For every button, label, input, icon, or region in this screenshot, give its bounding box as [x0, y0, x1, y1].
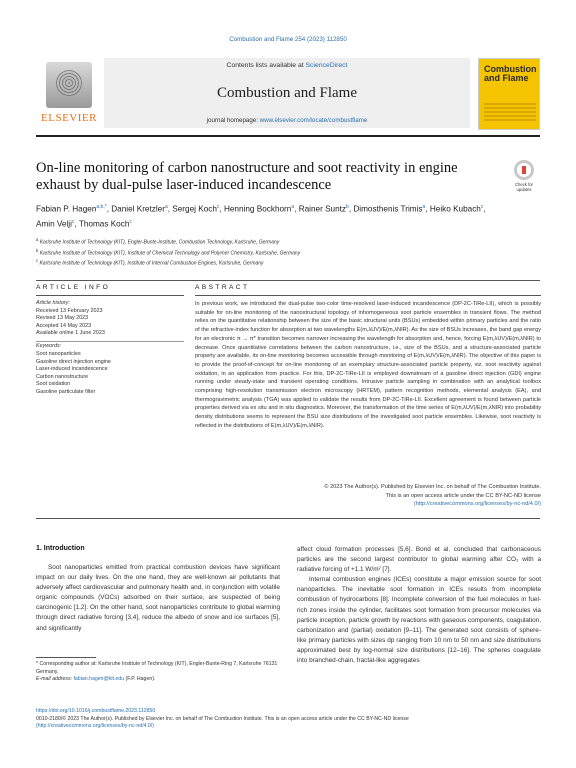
history-label: Article history:: [36, 300, 70, 306]
info-rule: [36, 295, 184, 296]
email-label: E-mail address:: [36, 676, 74, 683]
affiliation-text: Karlsruhe Institute of Technology (KIT), Institute of Chemical Technology and Polymer Chemistry, Karlsruhe, Germany: [39, 250, 301, 257]
author-affiliation-mark[interactable]: a: [422, 204, 426, 210]
elsevier-tree-icon: [46, 62, 92, 108]
section-divider: [36, 280, 540, 281]
history-item: Accepted 14 May 2023: [36, 322, 92, 329]
keyword-item: Gasoline direct injection engine: [36, 358, 111, 365]
history-item: Revised 13 May 2023: [36, 315, 89, 322]
header-divider: [36, 135, 540, 137]
abstract-heading: ABSTRACT: [195, 284, 250, 291]
journal-reference[interactable]: Combustion and Flame 254 (2023) 112850: [229, 36, 347, 43]
email-line: [36, 676, 280, 684]
keyword-item: Carbon nanostructure: [36, 373, 89, 380]
contents-prefix: Contents lists available at: [226, 62, 306, 69]
affiliation-item: [36, 257, 516, 268]
author-name[interactable]: Daniel Kretzler: [111, 204, 165, 214]
affiliation-text: Karlsruhe Institute of Technology (KIT), Institute of Internal Combustion Engines, Karlsruhe, Germany: [39, 260, 264, 267]
keyword-item: Laser-induced incandescence: [36, 366, 108, 373]
footnote: [36, 661, 280, 684]
corresponding-author-note: * Corresponding author at: Karlsruhe Institute of Technology (KIT), Engler-Bunte-Ring 7, Karlsruhe 76131 Germany.: [36, 661, 278, 675]
article-info-heading: ARTICLE INFO: [36, 284, 111, 291]
email-suffix: (F.P. Hagen).: [124, 676, 156, 683]
intro-right-column: [297, 545, 541, 666]
crossmark-label: Check for updates: [515, 182, 533, 192]
info-divider: [36, 341, 184, 342]
intro-left-column: Soot nanoparticles emitted from practical combustion devices have significant impact on our daily lives. On the one hand, they are well-known air pollutants that adversely affect cardiovascular and pulmonary health and, in conjunction with volatile organic compounds (VOCs) adsorbed on their surface, are suspected of being carcinogenic [1,2]. On the other hand, soot nanoparticles contribute to global warming through direct radiative forcing [3,4], reduce the albedo of snow and ice surfaces [5], and significantly: [36, 564, 280, 632]
affiliation-text: Karlsruhe Institute of Technology (KIT), Engler-Bunte-Institute, Combustion Technology, Karlsruhe, Germany: [39, 239, 280, 246]
author-name[interactable]: Rainer Suntz: [298, 204, 347, 214]
author-affiliation-mark[interactable]: b: [346, 204, 349, 210]
author-name[interactable]: Heiko Kubach: [429, 204, 481, 214]
keyword-item: Soot nanoparticles: [36, 351, 81, 358]
crossmark-badge[interactable]: [510, 160, 538, 196]
elsevier-logo: [38, 62, 100, 128]
keywords-label: Keywords:: [36, 343, 62, 350]
article-title: On-line monitoring of carbon nanostructure and soot reactivity in engine exhaust by dual-pulse laser-induced incandescence: [36, 160, 458, 193]
journal-cover-thumbnail[interactable]: [478, 58, 540, 130]
affiliation-mark: c: [36, 258, 39, 264]
author-affiliation-mark[interactable]: a: [164, 204, 168, 210]
abstract-rule: [195, 295, 541, 296]
sciencedirect-link[interactable]: ScienceDirect: [305, 62, 348, 69]
abstract-text: In previous work, we introduced the dual-pulse two-color time-resolved laser-induced incandescence (DP-2C-TiRe-LII), which is possibly suitable for on-line monitoring of the nanostructural topology of inhomogeneous soot particle ensembles in transient flows. The method relies on the quantitative relationship between the size of the basic structural units (BSUs) embedded within primary particles and the ratio of the refractive-index function for absorption at two wavelengths E(m,λUV)/E(m,λNIR). As the size of BSUs increases, the band gap energy for an electronic π → π* transition becomes narrower increasing the wavelength for absorption and, hence, forcing E(m,λUV)/E(m,λNIR) to decrease. Once quantitative correlations between the carbon nanostructure, i.e., size of the BSUs, and a structure-associated particle property are available, its on-line monitoring becomes accessible through monitoring of E(m,λUV)/E(m,λNIR). The objective of this paper is to provide the proof-of-concept for on-line monitoring of an exemplary structure-associated particle property, viz. soot reactivity against oxidation, in an application from practice. For this, DP-2C-TiRe-LII is employed downstream of a gasoline direct injection (GDI) engine running under steady-state and transient operating conditions. Intrusive particle sampling in combination with an analytical toolbox comprising high-resolution transmission electron microscopy (HRTEM), pattern recognition methods, elemental analysis (EA), and thermogravimetric analysis (TGA) was applied to validate the results from DP-2C-TiRe-LII. Excellent agreement is found between particle properties derived via ex situ and in situ diagnostics. Moreover, the transformation of the time series of E(m,λUV)/E(m,λNIR) into probability density distributions seems to represent the BSU size distributions of the investigated soot particle ensembles. Likewise, soot reactivity is reflected in the distributions of E(m,λUV)/E(m,λNIR).: [195, 301, 541, 429]
section-divider: [36, 518, 540, 519]
affiliation-item: [36, 247, 516, 258]
author-name[interactable]: Fabian P. Hagen: [36, 204, 97, 214]
publisher-name: ELSEVIER: [41, 112, 97, 124]
author-affiliation-mark[interactable]: c: [480, 204, 484, 210]
author-affiliation-mark[interactable]: c: [71, 218, 75, 225]
author-affiliation-mark[interactable]: c: [216, 204, 220, 210]
author-name[interactable]: Amin Velji: [36, 219, 72, 229]
homepage-link[interactable]: www.elsevier.com/locate/combustflame: [259, 117, 368, 124]
introduction-heading: 1. Introduction: [36, 545, 85, 552]
cover-decoration: [484, 103, 536, 123]
crossmark-icon: [514, 160, 534, 180]
contents-line: [104, 62, 470, 69]
author-name[interactable]: Dimosthenis Trimis: [353, 204, 423, 214]
affiliation-list: [36, 236, 516, 268]
article-info: [36, 300, 184, 397]
author-affiliation-mark[interactable]: a: [291, 204, 295, 210]
keyword-item: Soot oxidation: [36, 381, 71, 388]
keyword-item: Gasoline particulate filter: [36, 389, 96, 396]
author-name[interactable]: Sergej Koch: [172, 204, 217, 214]
doi-link[interactable]: https://doi.org/10.1016/j.combustflame.2023.112850: [36, 708, 156, 714]
affiliation-mark: a: [36, 237, 39, 242]
copyright-notice: [195, 483, 541, 509]
cover-title: Combustion and Flame: [484, 64, 537, 83]
author-affiliation-mark[interactable]: c: [129, 218, 132, 225]
author-name[interactable]: Henning Bockhorn: [223, 204, 292, 214]
footnote-rule: [36, 657, 96, 658]
page-footer: [36, 708, 540, 731]
intro-paragraph: Internal combustion engines (ICEs) constitute a major emission source for soot nanoparticles. The inevitable soot formation in ICEs results from incomplete combustion of hydrocarbons [8]. Incomplete conversion of the fuel molecules in fuel-rich zones inside the cylinder, facilitates soot formation from precursor molecules via particle inception, particle growth by reactions with gaseous components, coagulation, carbonization and (partial) oxidation [9–11]. The generated soot consists of sphere-like primary particles with sizes dp ranging from 10 nm to 50 nm and size distributions approximated best by log-normal size distributions [12–16]. The spheres coagulate into branched-chain, fractal-like aggregates: [297, 576, 541, 665]
copyright-line: © 2023 The Author(s). Published by Elsevier Inc. on behalf of The Combustion Institute.: [324, 484, 541, 490]
journal-homepage: [104, 117, 470, 124]
footer-license-link[interactable]: (http://creativecommons.org/licenses/by-nc-nd/4.0/): [36, 723, 154, 730]
footer-license: 0010-2180/© 2023 The Author(s). Published by Elsevier Inc. on behalf of The Combustion Institute. This is an open access article under the CC BY-NC-ND license: [36, 715, 409, 722]
affiliation-item: [36, 236, 516, 247]
intro-paragraph: affect cloud formation processes [5,6]. Bond et al. concluded that carbonaceous particles are the second largest contributor to global warming after CO₂ with a radiative forcing of +1.1 W/m² [7].: [297, 546, 541, 574]
homepage-prefix: journal homepage:: [206, 117, 260, 124]
author-name[interactable]: Thomas Koch: [78, 219, 130, 229]
author-affiliation-mark[interactable]: a,b,*: [96, 204, 107, 210]
license-line: This is an open access article under the CC BY-NC-ND license: [385, 492, 541, 499]
author-list: Fabian P. Hagen$^{a,b,*}$, Daniel Kretzler$^a$, Sergej Koch$^c$, Henning Bockhorn$^a$, Rainer Suntz$^b$, Dimosthenis Trimis$^a$, Heiko Kubach$^c$, Amin Velji$^c$, Thomas Koch$^c$: [36, 204, 486, 229]
license-link[interactable]: (http://creativecommons.org/licenses/by-nc-nd/4.0/): [413, 501, 541, 508]
email-link[interactable]: fabian.hagen@kit.edu: [73, 676, 125, 683]
journal-title: Combustion and Flame: [217, 85, 357, 101]
history-item: Available online 1 June 2023: [36, 330, 105, 337]
history-item: Received 13 February 2023: [36, 307, 103, 314]
affiliation-mark: b: [36, 247, 39, 253]
